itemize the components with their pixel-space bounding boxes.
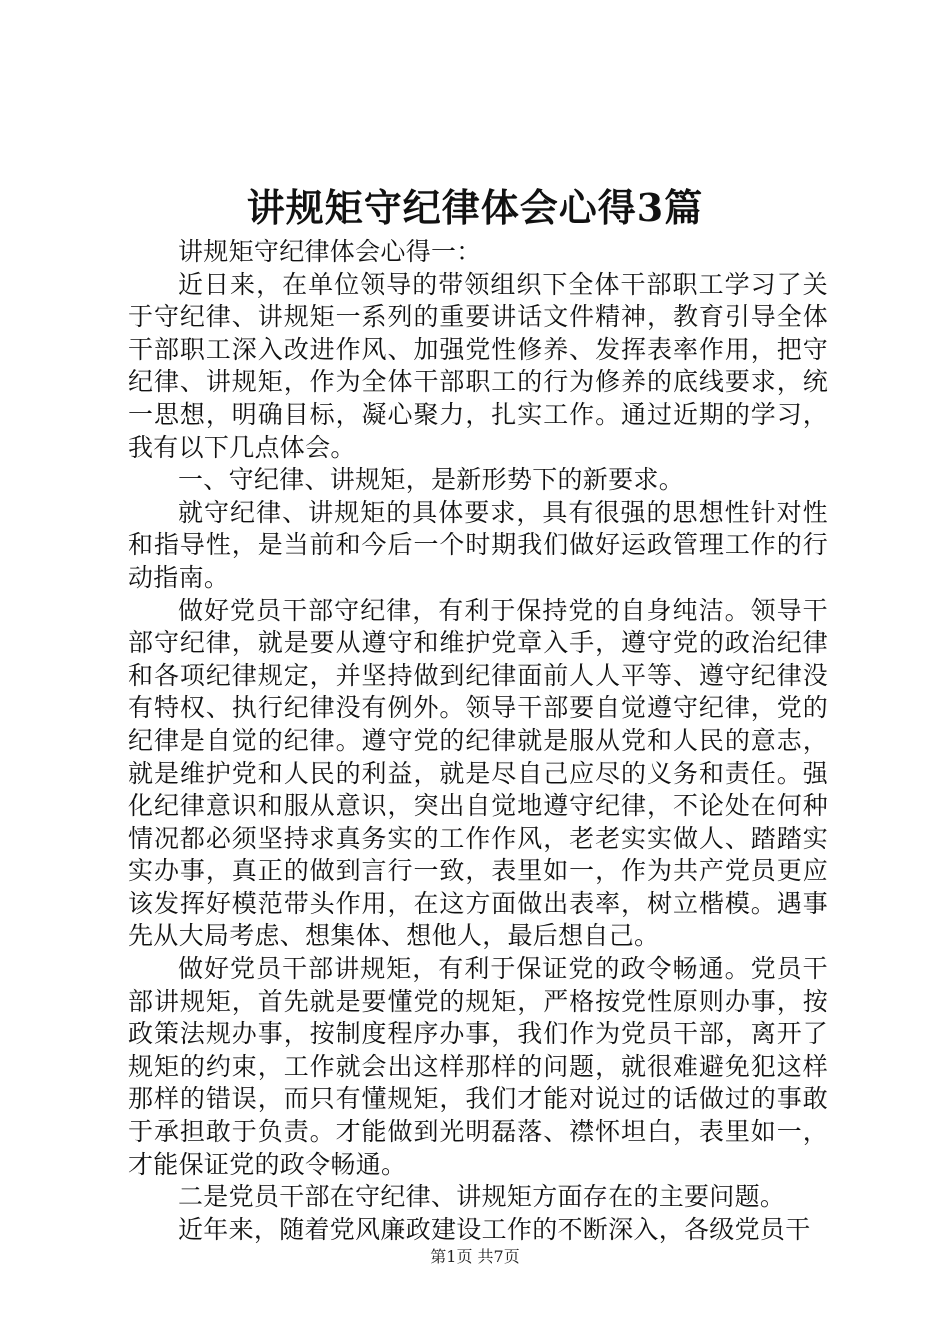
paragraph: 二是党员干部在守纪律、讲规矩方面存在的主要问题。 [178, 1182, 786, 1212]
paragraph: 做好党员干部守纪律，有利于保持党的自身纯洁。领导干部守纪律，就是要从遵守和维护党章入手，遵守党的政治纪律和各项纪律规定，并坚持做到纪律面前人人平等、遵守纪律没有特权、执行纪律没有例外。领导干部要自觉遵守纪律，党的纪律是自觉的纪律。遵守党的纪律就是服从党和人民的意志，就是维护党和人民的利益，就是尽自己应尽的义务和责任。强化纪律意识和服从意识，突出自觉地遵守纪律，不论处在何种情况都必须坚持求真务实的工作作风，老老实实做人、踏踏实实办事，真正的做到言行一致，表里如一，作为共产党员更应该发挥好模范带头作用，在这方面做出表率，树立楷模。遇事先从大局考虑、想集体、想他人，最后想自己。 [128, 595, 828, 951]
paragraph: 讲规矩守纪律体会心得一： [178, 237, 482, 266]
paragraph: 做好党员干部讲规矩，有利于保证党的政令畅通。党员干部讲规矩，首先就是要懂党的规矩，严格按党性原则办事，按政策法规办事，按制度程序办事，我们作为党员干部，离开了规矩的约束，工作就会出这样那样的问题，就很难避免犯这样那样的错误，而只有懂规矩，我们才能对说过的话做过的事敢于承担敢于负责。才能做到光明磊落、襟怀坦白，表里如一，才能保证党的政令畅通。 [128, 954, 828, 1179]
paragraph: 一、守纪律、讲规矩，是新形势下的新要求。 [178, 465, 685, 495]
document-title: 讲规矩守纪律体会心得3篇 [246, 185, 704, 230]
paragraph: 近年来，随着党风廉政建设工作的不断深入，各级党员干 [178, 1214, 811, 1244]
document-body [128, 236, 828, 1246]
page-number-footer: 第1页 共7页 [430, 1247, 520, 1266]
paragraph: 近日来，在单位领导的带领组织下全体干部职工学习了关于守纪律、讲规矩一系列的重要讲话文件精神，教育引导全体干部职工深入改进作风、加强党性修养、发挥表率作用，把守纪律、讲规矩，作为全体干部职工的行为修养的底线要求，统一思想，明确目标，凝心聚力，扎实工作。通过近期的学习，我有以下几点体会。 [128, 269, 828, 462]
paragraph: 就守纪律、讲规矩的具体要求，具有很强的思想性针对性和指导性，是当前和今后一个时期我们做好运政管理工作的行动指南。 [128, 497, 828, 592]
